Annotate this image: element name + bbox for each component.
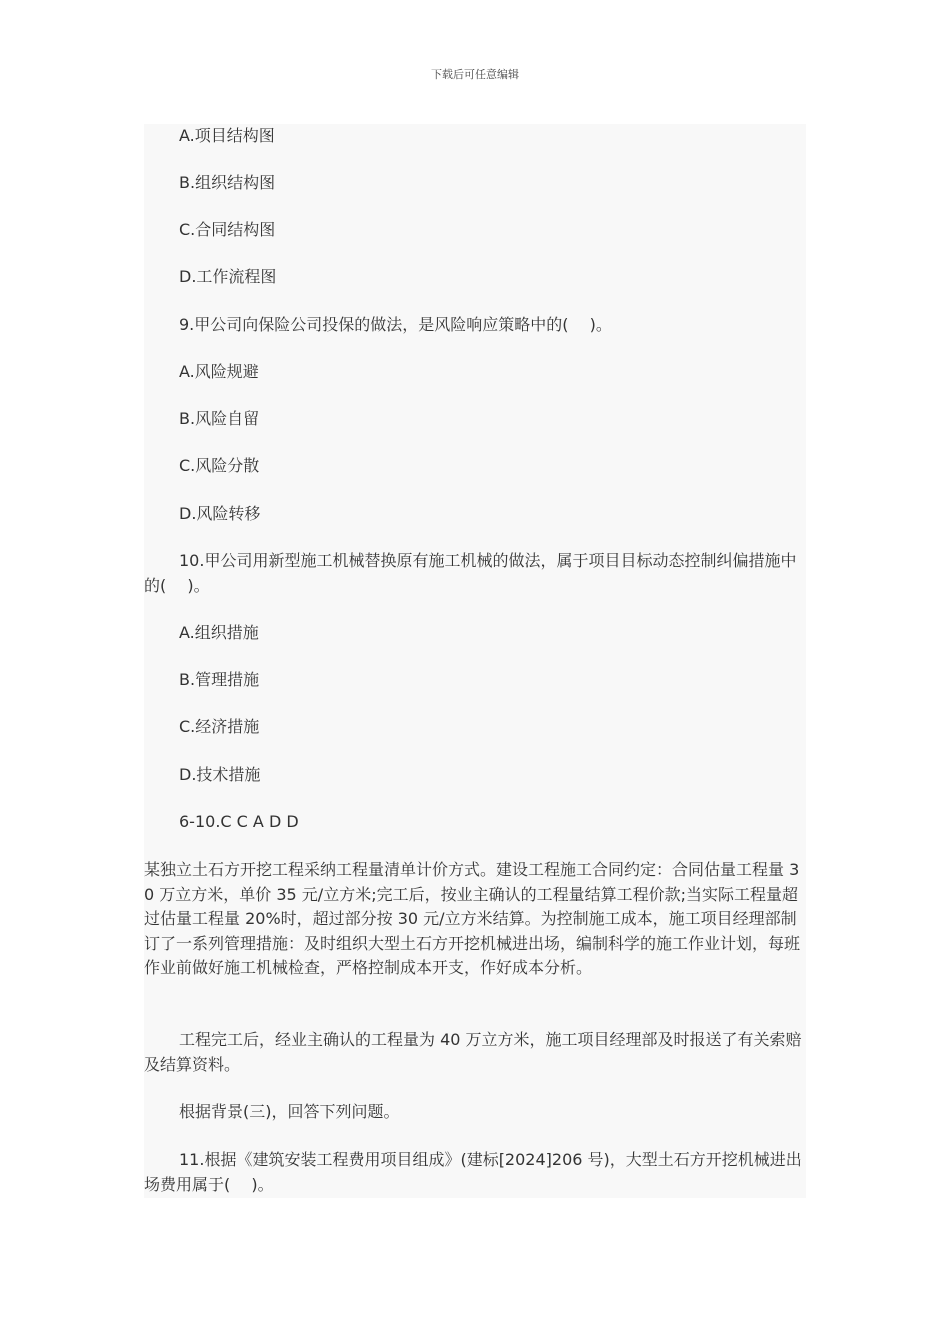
document-body <box>144 124 806 1198</box>
background-paragraph: 工程完工后，经业主确认的工程量为 40 万立方米，施工项目经理部及时报送了有关索赔及结算资料。 <box>144 1030 802 1074</box>
background-paragraph: 某独立土石方开挖工程采纳工程量清单计价方式。建设工程施工合同约定：合同估量工程量 30 万立方米，单价 35 元/立方米;完工后，按业主确认的工程量结算工程价款;当实际工程量超过估量工程量 20%时，超过部分按 30 元/立方米结算。为控制施工成本，施工项目经理部制订了一系列管理措施：及时组织大型土石方开挖机械进出场，编制科学的施工作业计划，每班作业前做好施工机械检查，严格控制成本开支，作好成本分析。 <box>144 860 801 977</box>
option-a: A.组织措施 <box>179 623 259 642</box>
option-b: B.组织结构图 <box>179 173 276 192</box>
question-9: 9.甲公司向保险公司投保的做法，是风险响应策略中的( )。 <box>179 315 612 334</box>
instruction-text: 根据背景(三)，回答下列问题。 <box>179 1102 400 1121</box>
option-b: B.风险自留 <box>179 409 260 428</box>
question-11: 11.根据《建筑安装工程费用项目组成》(建标[2024]206 号)，大型土石方开挖机械进出场费用属于( )。 <box>144 1150 802 1194</box>
option-a: A.风险规避 <box>179 362 259 381</box>
option-c: C.合同结构图 <box>179 220 276 239</box>
option-c: C.风险分散 <box>179 456 260 475</box>
answer-key: 6-10.C C A D D <box>179 812 299 831</box>
question-10: 10.甲公司用新型施工机械替换原有施工机械的做法，属于项目目标动态控制纠偏措施中的( )。 <box>144 551 797 595</box>
option-d: D.工作流程图 <box>179 267 277 286</box>
page-header-note: 下载后可任意编辑 <box>431 68 519 81</box>
option-d: D.技术措施 <box>179 765 261 784</box>
option-a: A.项目结构图 <box>179 126 275 145</box>
option-b: B.管理措施 <box>179 670 260 689</box>
option-c: C.经济措施 <box>179 717 260 736</box>
option-d: D.风险转移 <box>179 504 261 523</box>
